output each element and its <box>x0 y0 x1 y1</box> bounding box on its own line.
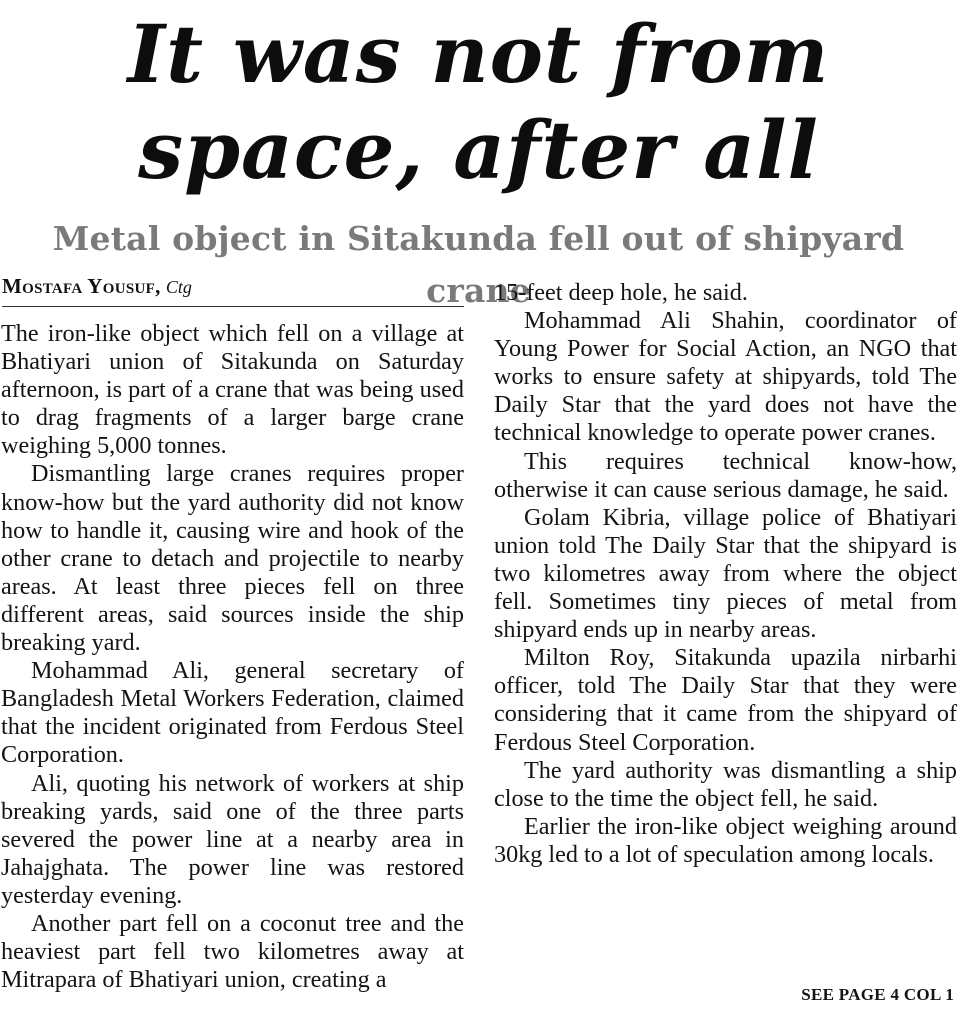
paragraph: This requires technical know-how, otherwise it can cause serious damage, he said. <box>494 447 957 503</box>
article-column-1 <box>1 320 464 994</box>
paragraph: Ali, quoting his network of workers at ship breaking yards, said one of the three parts severed the power line at a nearby area in Jahajghata. The power line was restored yesterday evening. <box>1 769 464 909</box>
paragraph: Another part fell on a coconut tree and the heaviest part fell two kilometres away at Mitrapara of Bhatiyari union, creating a <box>1 909 464 994</box>
paragraph: 15-feet deep hole, he said. <box>494 279 748 306</box>
byline <box>2 272 464 307</box>
paragraph: Mohammad Ali Shahin, coordinator of Young Power for Social Action, an NGO that works to ensure safety at shipyards, told The Daily Star that the yard does not have the technical knowledge to operate power cranes. <box>494 307 957 447</box>
headline <box>0 6 957 198</box>
headline-line-1: It was not from <box>127 7 830 101</box>
byline-author: Mostafa Yousuf, <box>2 274 161 298</box>
paragraph: Dismantling large cranes requires proper know-how but the yard authority did not know how to handle it, causing wire and hook of the other crane to detach and projectile to nearby areas. At least three pieces fell on three different areas, said sources inside the ship breaking yard. <box>1 460 464 657</box>
paragraph: Golam Kibria, village police of Bhatiyari union told The Daily Star that the shipyard is two kilometres away from where the object fell. Sometimes tiny pieces of metal from shipyard ends up in nearby areas. <box>494 503 957 644</box>
continuation-note: SEE PAGE 4 COL 1 <box>801 985 954 1004</box>
paragraph: The iron-like object which fell on a village at Bhatiyari union of Sitakunda on Saturday afternoon, is part of a crane that was being used to drag fragments of a larger barge crane weighing 5,000 tonnes. <box>1 320 464 460</box>
byline-location: Ctg <box>165 277 192 297</box>
paragraph: The yard authority was dismantling a ship close to the time the object fell, he said. <box>494 756 957 812</box>
paragraph: Mohammad Ali, general secretary of Bangladesh Metal Workers Federation, claimed that the incident originated from Ferdous Steel Corporation. <box>1 657 464 769</box>
headline-line-2: space, after all <box>138 103 819 197</box>
paragraph: Earlier the iron-like object weighing around 30kg led to a lot of speculation among locals. <box>494 812 957 868</box>
paragraph: Milton Roy, Sitakunda upazila nirbarhi officer, told The Daily Star that they were considering that it came from the shipyard of Ferdous Steel Corporation. <box>494 644 957 756</box>
subheadline: Metal object in Sitakunda fell out of shipyard crane <box>52 219 905 310</box>
article-column-2 <box>494 279 957 869</box>
